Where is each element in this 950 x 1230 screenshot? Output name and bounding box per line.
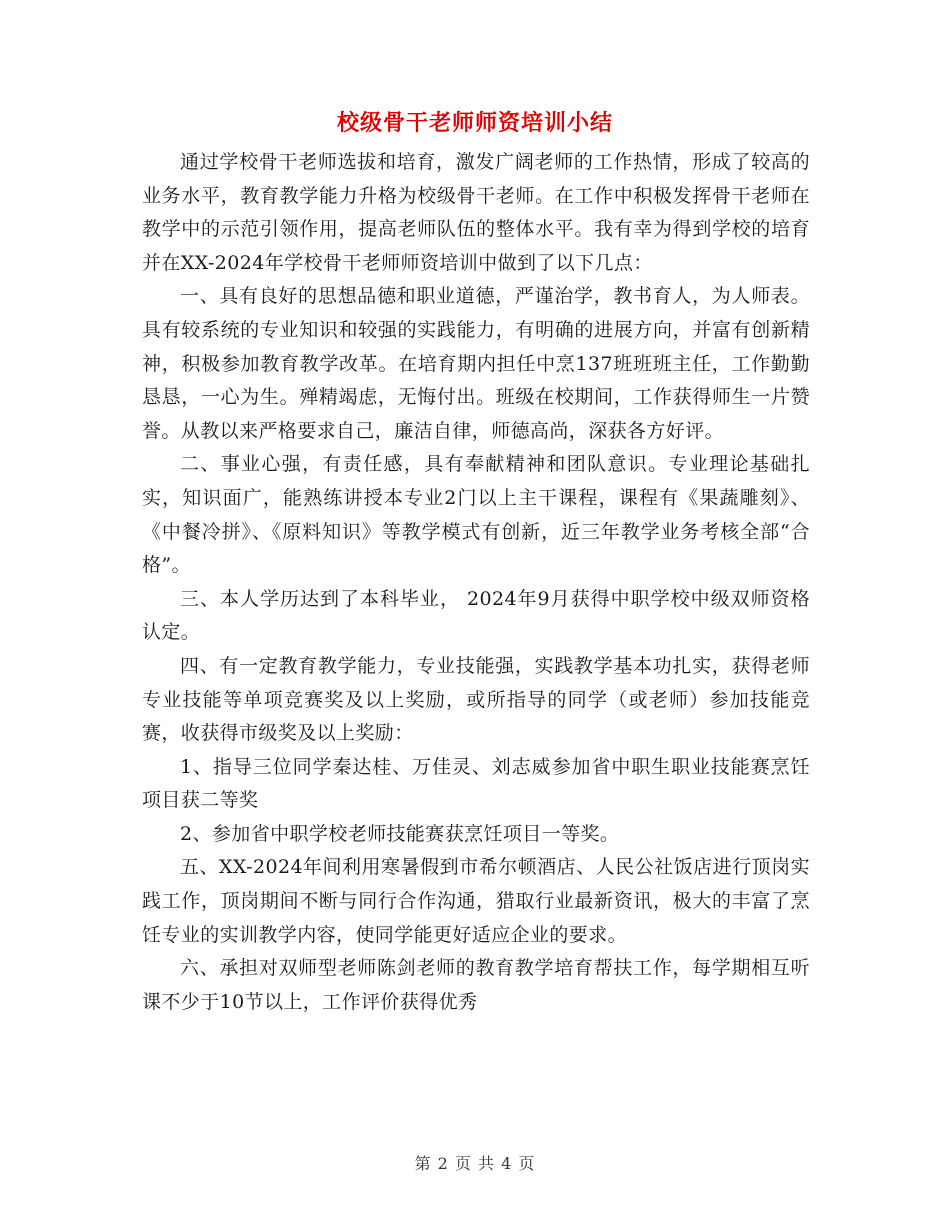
paragraph-point-1: 一、具有良好的思想品德和职业道德，严谨治学，教书育人，为人师表。具有较系统的专业知识和较强的实践能力，有明确的进展方向，并富有创新精神，积极参加教育教学改革。在培育期内担任中烹137班班班主任，工作勤勤恳恳，一心为生。殚精竭虑，无悔付出。班级在校期间，工作获得师生一片赞誉。从教以来严格要求自己，廉洁自律，师德高尚，深获各方好评。 (142, 285, 810, 442)
paragraph-point-4: 四、有一定教育教学能力，专业技能强，实践教学基本功扎实，获得老师专业技能等单项竞赛奖及以上奖励，或所指导的同学（或老师）参加技能竞赛，收获得市级奖及以上奖励： (142, 654, 810, 745)
paragraph-point-5: 五、XX-2024年间利用寒暑假到市希尔顿酒店、人民公社饭店进行顶岗实践工作，顶岗期间不断与同行合作沟通，猎取行业最新资讯，极大的丰富了烹饪专业的实训教学内容，使同学能更好适应企业的要求。 (142, 856, 810, 946)
paragraph-point-6: 六、承担对双师型老师陈剑老师的教育教学培育帮扶工作，每学期相互听课不少于10节以上，工作评价获得优秀 (142, 957, 810, 1013)
paragraph-point-3: 三、本人学历达到了本科毕业， 2024年9月获得中职学校中级双师资格认定。 (142, 587, 810, 644)
document-body (142, 146, 810, 1019)
paragraph-subitem-2: 2、参加省中职学校老师技能赛获烹饪项目一等奖。 (180, 822, 620, 845)
paragraph-subitem-1: 1、指导三位同学秦达桂、万佳灵、刘志威参加省中职生职业技能赛烹饪项目获二等奖 (142, 755, 810, 812)
document-title: 校级骨干老师师资培训小结 (336, 110, 613, 136)
paragraph-intro: 通过学校骨干老师选拔和培育，激发广阔老师的工作热情，形成了较高的业务水平，教育教学能力升格为校级骨干老师。在工作中积极发挥骨干老师在教学中的示范引领作用，提高老师队伍的整体水平。我有幸为得到学校的培育并在XX-2024年学校骨干老师师资培训中做到了以下几点： (142, 151, 810, 274)
page-number-footer: 第 2 页 共 4 页 (414, 1154, 536, 1173)
paragraph-point-2: 二、事业心强，有责任感，具有奉献精神和团队意识。专业理论基础扎实，知识面广，能熟练讲授本专业2门以上主干课程，课程有《果蔬雕刻》、《中餐冷拼》、《原料知识》等教学模式有创新，近三年教学业务考核全部“合格”。 (142, 453, 810, 577)
